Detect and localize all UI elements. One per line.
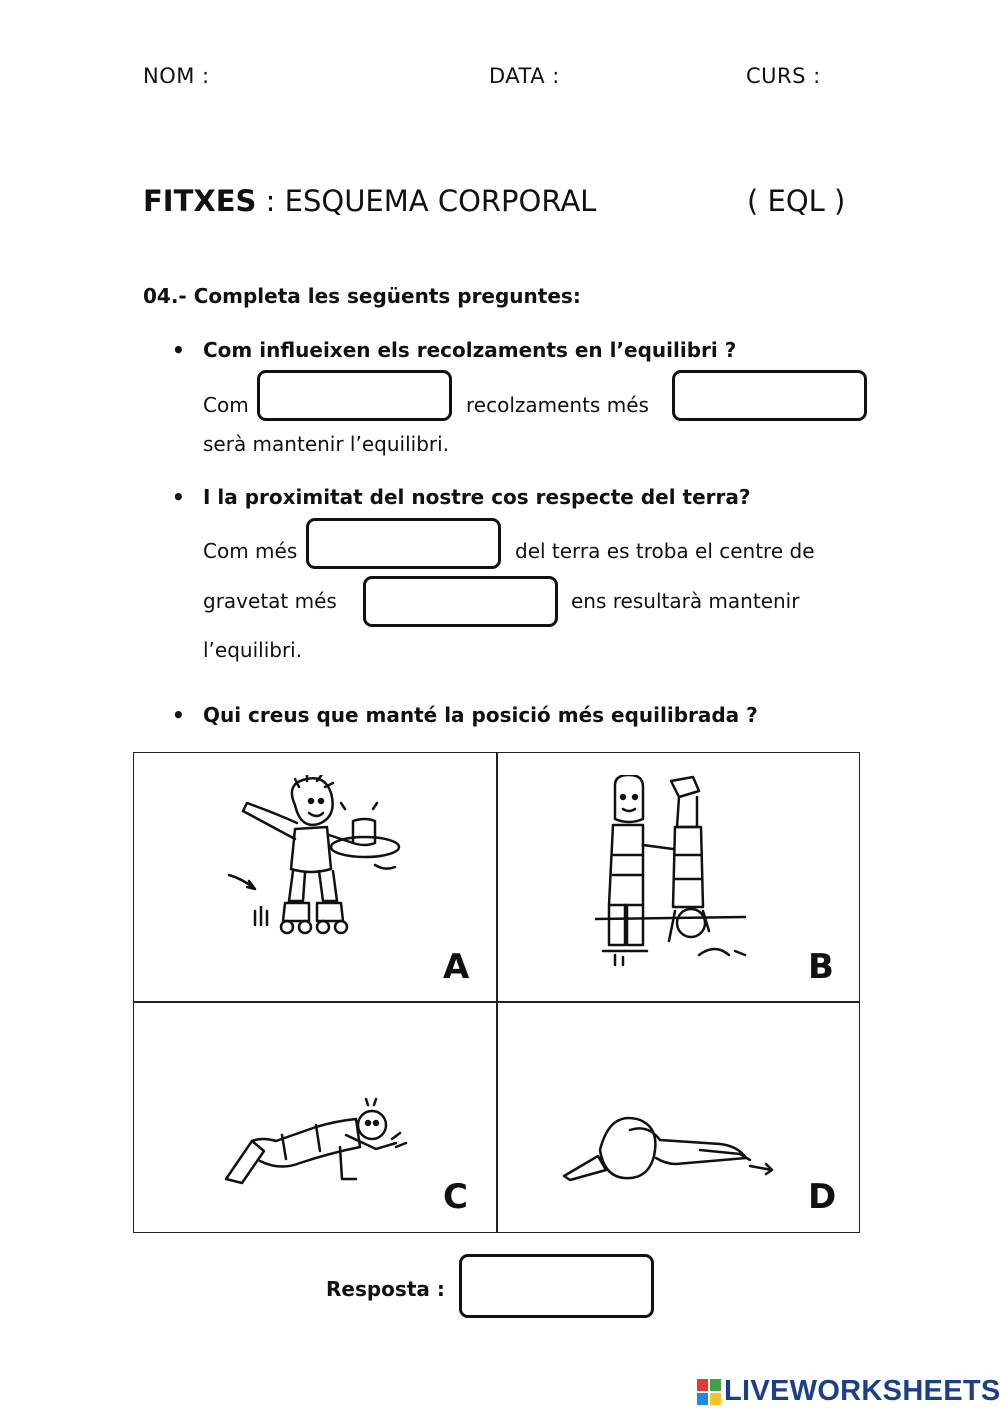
handstand-illustration bbox=[595, 775, 755, 975]
q1-text-3: serà mantenir l’equilibri. bbox=[203, 432, 450, 456]
bullet-icon: • bbox=[172, 703, 185, 727]
title-code: ( EQL ) bbox=[747, 184, 846, 218]
grid-divider-vertical bbox=[496, 752, 498, 1233]
liveworksheets-logo-icon bbox=[697, 1379, 721, 1405]
question-2: I la proximitat del nostre cos respecte del terra? bbox=[203, 485, 751, 509]
data-label: DATA : bbox=[489, 64, 560, 88]
option-c-label: C bbox=[443, 1177, 468, 1217]
q1-text-2: recolzaments més bbox=[466, 393, 649, 417]
grid-divider-horizontal bbox=[133, 1001, 860, 1003]
question-3: Qui creus que manté la posició més equilibrada ? bbox=[203, 703, 758, 727]
nom-label: NOM : bbox=[143, 64, 210, 88]
option-d-label: D bbox=[808, 1177, 837, 1217]
page-title bbox=[143, 184, 596, 218]
question-1: Com influeixen els recolzaments en l’equilibri ? bbox=[203, 338, 737, 362]
q1-answer-field-1[interactable] bbox=[257, 370, 452, 421]
bullet-icon: • bbox=[172, 338, 185, 362]
title-rest: : ESQUEMA CORPORAL bbox=[256, 184, 597, 218]
q2-text-1: Com més bbox=[203, 539, 298, 563]
q2-answer-field-1[interactable] bbox=[306, 518, 501, 569]
answer-label: Resposta : bbox=[326, 1277, 445, 1301]
option-b-label: B bbox=[808, 947, 834, 987]
q1-text-1: Com bbox=[203, 393, 249, 417]
q2-answer-field-2[interactable] bbox=[363, 576, 558, 627]
plank-illustration bbox=[222, 1095, 422, 1195]
bullet-icon: • bbox=[172, 485, 185, 509]
skater-illustration bbox=[225, 775, 425, 965]
exercise-heading: 04.- Completa les següents preguntes: bbox=[143, 284, 581, 308]
option-a-label: A bbox=[443, 947, 470, 987]
q2-text-4: ens resultarà mantenir bbox=[571, 589, 800, 613]
lying-illustration bbox=[560, 1110, 790, 1200]
q2-text-5: l’equilibri. bbox=[203, 638, 303, 662]
curs-label: CURS : bbox=[746, 64, 821, 88]
q2-text-2: del terra es troba el centre de bbox=[515, 539, 815, 563]
title-bold: FITXES bbox=[143, 184, 257, 218]
q1-answer-field-2[interactable] bbox=[672, 370, 867, 421]
answer-field[interactable] bbox=[459, 1254, 654, 1318]
liveworksheets-logo[interactable]: LIVEWORKSHEETS bbox=[724, 1375, 1000, 1407]
q2-text-3: gravetat més bbox=[203, 589, 337, 613]
